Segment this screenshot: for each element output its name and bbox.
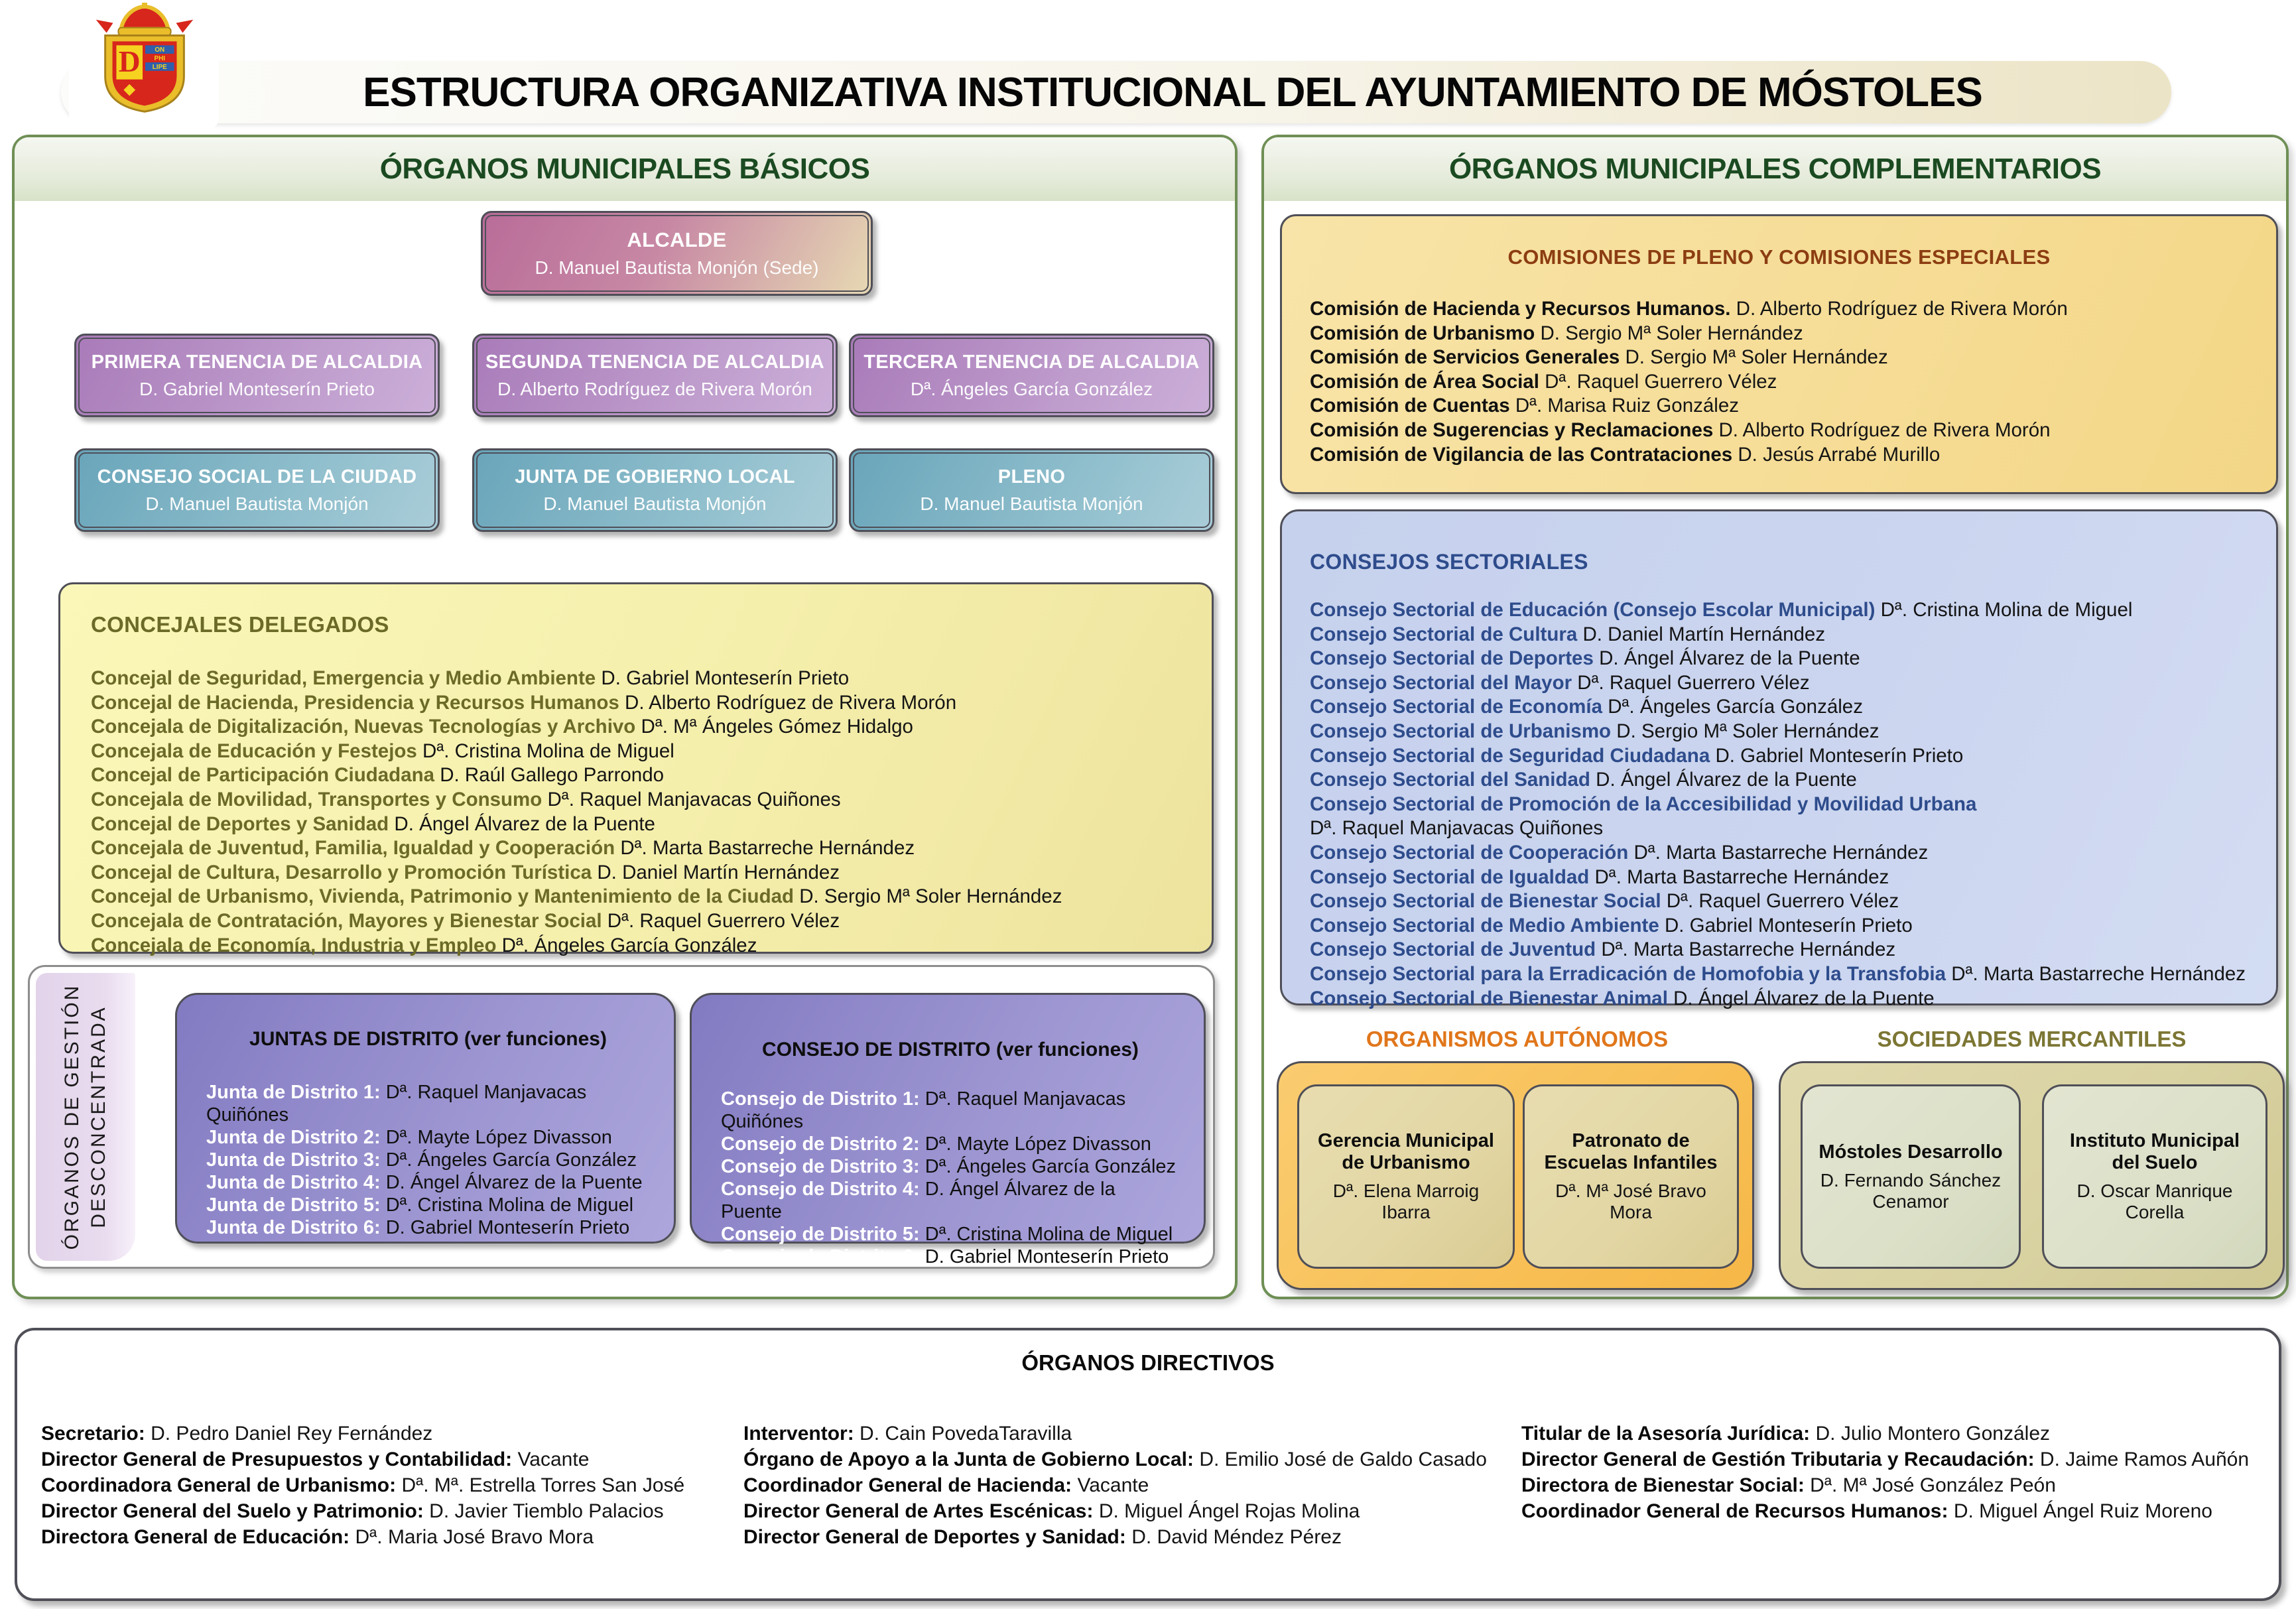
juntas-de-distrito-list: [206, 1081, 650, 1239]
consejo-sectorial-name: D. Ángel Álvarez de la Puente: [1596, 769, 1857, 791]
mostoles-coat-of-arms-icon: [78, 3, 211, 127]
organos-directivos-panel: [15, 1328, 2281, 1601]
comision-item: [1310, 322, 2248, 346]
consejo-sectorial-role: Consejo Sectorial de Economía: [1310, 696, 1602, 718]
organo-colegiado-name: D. Manuel Bautista Monjón: [145, 493, 369, 514]
consejo-distrito-label: Consejo de Distrito 1:: [721, 1088, 920, 1110]
directivo-item: [1521, 1498, 2296, 1524]
consejo-sectorial-item: [1310, 962, 2248, 987]
sociedad-title: Móstoles Desarrollo: [1818, 1141, 2003, 1163]
consejo-sectorial-item: [1310, 866, 2248, 890]
organismos-autonomos-header: ORGANISMOS AUTÓNOMOS: [1366, 1027, 1669, 1051]
directivo-label: Director General del Suelo y Patrimonio:: [41, 1500, 424, 1522]
consejo-distrito-name: D. Gabriel Monteserín Prieto: [925, 1246, 1169, 1267]
consejo-de-distrito-list: [721, 1088, 1180, 1268]
consejo-sectorial-name: Dª. Marta Bastarreche Hernández: [1951, 962, 2246, 985]
consejo-distrito-name: Dª. Ángeles García González: [925, 1156, 1177, 1177]
concejal-name: D. Ángel Álvarez de la Puente: [394, 812, 655, 835]
concejal-item: [91, 763, 1181, 788]
comisiones-box: [1280, 214, 2278, 494]
consejo-sectorial-name: Dª. Ángeles García González: [1608, 696, 1863, 718]
consejo-sectorial-role: Consejo Sectorial del Mayor: [1310, 671, 1572, 694]
directivo-name: D. Miguel Ángel Rojas Molina: [1098, 1500, 1360, 1522]
sociedad-mercantil-card: [1801, 1084, 2021, 1269]
comision-role: Comisión de Área Social: [1310, 370, 1539, 393]
directivo-label: Coordinadora General de Urbanismo:: [41, 1474, 397, 1496]
comision-name: Dª. Raquel Guerrero Vélez: [1545, 370, 1777, 393]
junta-distrito-label: Junta de Distrito 1:: [206, 1082, 381, 1103]
junta-distrito-label: Junta de Distrito 4:: [206, 1172, 381, 1193]
gestion-sidebar-line2: DESCONCENTRADA: [88, 1005, 109, 1228]
comision-role: Comisión de Vigilancia de las Contrataciones: [1310, 443, 1733, 466]
consejo-sectorial-name: Dª. Marta Bastarreche Hernández: [1601, 938, 1896, 961]
consejo-distrito-label: Consejo de Distrito 5:: [721, 1224, 920, 1245]
consejo-sectorial-item: [1310, 647, 2248, 671]
junta-distrito-label: Junta de Distrito 6:: [206, 1217, 381, 1238]
concejal-role: Concejala de Juventud, Familia, Igualdad y Cooperación: [91, 837, 615, 860]
organismo-name: Dª. Elena Marroig Ibarra: [1332, 1181, 1480, 1222]
concejal-item: [91, 909, 1181, 934]
consejo-sectorial-item: [1310, 695, 2248, 720]
junta-distrito-item: [206, 1149, 650, 1171]
title-bar: [61, 61, 2171, 123]
directivo-label: Directora de Bienestar Social:: [1521, 1474, 1805, 1496]
directivo-item: [743, 1498, 1513, 1524]
directivo-name: D. Cain PovedaTaravilla: [860, 1423, 1072, 1445]
consejo-distrito-item: [721, 1223, 1180, 1246]
consejo-sectorial-name: Dª. Marta Bastarreche Hernández: [1594, 866, 1889, 888]
organo-colegiado-title: PLENO: [997, 466, 1066, 487]
concejal-name: Dª. Mª Ángeles Gómez Hidalgo: [641, 716, 913, 738]
consejo-sectorial-role: Consejo Sectorial de Promoción de la Accesibilidad y Movilidad Urbana: [1310, 793, 1977, 815]
concejal-name: Dª. Cristina Molina de Miguel: [422, 740, 674, 762]
consejo-sectorial-role: Consejo Sectorial de Deportes: [1310, 647, 1594, 670]
directivo-item: [1521, 1421, 2296, 1447]
concejal-item: [91, 934, 1181, 958]
svg-text:LIPE: LIPE: [152, 63, 167, 71]
concejal-role: Concejal de Urbanismo, Vivienda, Patrimonio y Mantenimiento de la Ciudad: [91, 885, 795, 908]
organo-colegiado-box: [472, 448, 838, 532]
comision-role: Comisión de Servicios Generales: [1310, 346, 1620, 369]
consejo-sectorial-item: [1310, 889, 2248, 914]
consejo-sectorial-role: Consejo Sectorial del Sanidad: [1310, 769, 1590, 791]
consejo-distrito-name: Dª. Raquel Manjavacas Quiñónes: [721, 1088, 1126, 1132]
organo-colegiado-box: [849, 448, 1214, 532]
consejo-sectorial-name: D. Sergio Mª Soler Hernández: [1616, 720, 1880, 742]
comision-item: [1310, 418, 2248, 443]
consejo-sectorial-name: D. Daniel Martín Hernández: [1582, 623, 1826, 645]
comision-item: [1310, 370, 2248, 395]
junta-distrito-label: Junta de Distrito 2:: [206, 1127, 381, 1148]
concejal-item: [91, 812, 1181, 837]
sociedad-title: Instituto Municipal del Suelo: [2069, 1130, 2240, 1173]
sociedad-mercantil-card: [2042, 1084, 2267, 1269]
directivo-name: D. Julio Montero González: [1815, 1423, 2051, 1445]
junta-distrito-item: [206, 1171, 650, 1194]
directivo-name: Dª. Mª José González Peón: [1810, 1474, 2056, 1496]
concejal-role: Concejal de Seguridad, Emergencia y Medio Ambiente: [91, 667, 596, 689]
comisiones-header: COMISIONES DE PLENO Y COMISIONES ESPECIALES: [1507, 245, 2051, 269]
consejos-sectoriales-list: [1310, 598, 2248, 1011]
consejos-sectoriales-header: CONSEJOS SECTORIALES: [1310, 550, 1588, 574]
tenencia-name: Dª. Ángeles García González: [910, 378, 1153, 399]
alcalde-name: D. Manuel Bautista Monjón (Sede): [535, 257, 819, 278]
directivo-item: [41, 1472, 731, 1498]
organo-colegiado-name: D. Manuel Bautista Monjón: [920, 493, 1143, 514]
gestion-sidebar-line1: ÓRGANOS DE GESTIÓN: [61, 984, 83, 1250]
concejal-role: Concejal de Deportes y Sanidad: [91, 812, 389, 835]
tenencia-box: [849, 334, 1214, 417]
juntas-de-distrito-box: [175, 993, 676, 1244]
directivo-name: D. Jaime Ramos Auñón: [2039, 1448, 2250, 1470]
directivo-item: [41, 1498, 731, 1524]
directivo-name: D. Miguel Ángel Ruiz Moreno: [1953, 1500, 2212, 1522]
consejo-sectorial-item: [1310, 938, 2248, 962]
comision-item: [1310, 394, 2248, 418]
alcalde-box: [481, 211, 873, 296]
junta-distrito-name: D. Gabriel Monteserín Prieto: [385, 1217, 630, 1238]
page-title: ESTRUCTURA ORGANIZATIVA INSTITUCIONAL DEL AYUNTAMIENTO DE MÓSTOLES: [363, 69, 1982, 115]
tenencia-title: SEGUNDA TENENCIA DE ALCALDIA: [485, 351, 825, 373]
consejo-sectorial-name: Dª. Cristina Molina de Miguel: [1880, 599, 2133, 621]
concejal-item: [91, 667, 1181, 691]
juntas-de-distrito-title: JUNTAS DE DISTRITO (ver funciones): [249, 1028, 607, 1050]
concejal-name: Dª. Raquel Manjavacas Quiñones: [547, 788, 841, 810]
svg-text:ON: ON: [155, 46, 165, 54]
consejo-sectorial-role: Consejo Sectorial de Seguridad Ciudadana: [1310, 744, 1710, 767]
junta-distrito-name: Dª. Cristina Molina de Miguel: [385, 1194, 634, 1216]
concejal-role: Concejala de Economía, Industria y Empleo: [91, 934, 497, 956]
concejal-name: D. Alberto Rodríguez de Rivera Morón: [625, 691, 957, 714]
organo-colegiado-title: CONSEJO SOCIAL DE LA CIUDAD: [97, 466, 417, 487]
sociedad-name: D. Oscar Manrique Corella: [2076, 1181, 2233, 1222]
concejal-item: [91, 885, 1181, 909]
tenencia-title: PRIMERA TENENCIA DE ALCALDIA: [91, 351, 423, 373]
consejo-sectorial-name: D. Ángel Álvarez de la Puente: [1673, 987, 1935, 1009]
consejo-distrito-label: Consejo de Distrito 6:: [721, 1246, 920, 1267]
directivo-label: Órgano de Apoyo a la Junta de Gobierno Local:: [743, 1448, 1194, 1470]
comision-name: Dª. Marisa Ruiz González: [1515, 395, 1739, 417]
consejo-sectorial-item: [1310, 841, 2248, 866]
directivo-name: D. Pedro Daniel Rey Fernández: [151, 1423, 433, 1445]
tenencia-box: [74, 334, 440, 417]
comision-item: [1310, 346, 2248, 370]
junta-distrito-name: D. Ángel Álvarez de la Puente: [385, 1172, 643, 1193]
consejo-sectorial-item: [1310, 914, 2248, 938]
comision-role: Comisión de Urbanismo: [1310, 322, 1535, 344]
consejo-distrito-item: [721, 1133, 1180, 1155]
organo-colegiado-box: [74, 448, 440, 532]
organismo-title: Patronato de Escuelas Infantiles: [1544, 1130, 1718, 1173]
consejo-sectorial-item: [1310, 720, 2248, 744]
directivo-label: Director General de Deportes y Sanidad:: [743, 1526, 1126, 1548]
directivo-item: [743, 1472, 1513, 1498]
concejal-item: [91, 788, 1181, 812]
directivo-label: Director General de Artes Escénicas:: [743, 1500, 1094, 1522]
consejo-sectorial-item: [1310, 744, 2248, 769]
concejal-role: Concejala de Educación y Festejos: [91, 740, 417, 762]
gestion-sidebar-strip: [36, 973, 135, 1261]
comision-role: Comisión de Cuentas: [1310, 395, 1510, 417]
tenencia-title: TERCERA TENENCIA DE ALCALDIA: [863, 351, 1200, 373]
junta-distrito-name: Dª. Mayte López Divasson: [385, 1127, 612, 1148]
concejal-item: [91, 740, 1181, 764]
concejal-name: Dª. Ángeles García González: [501, 934, 757, 956]
consejo-de-distrito-box: [690, 993, 1206, 1267]
tenencia-box: [472, 334, 838, 417]
left-panel-header: [15, 137, 1235, 201]
organos-directivos-header: ÓRGANOS DIRECTIVOS: [1021, 1350, 1275, 1375]
organo-colegiado-name: D. Manuel Bautista Monjón: [543, 493, 767, 514]
junta-distrito-label: Junta de Distrito 5:: [206, 1194, 381, 1216]
consejo-sectorial-name: D. Ángel Álvarez de la Puente: [1599, 647, 1860, 670]
directivo-label: Director General de Presupuestos y Contabilidad:: [41, 1448, 513, 1470]
consejo-sectorial-role: Consejo Sectorial de Bienestar Social: [1310, 890, 1661, 913]
concejal-role: Concejala de Digitalización, Nuevas Tecnologías y Archivo: [91, 716, 636, 738]
comision-item: [1310, 297, 2248, 322]
gestion-sidebar-label: [59, 961, 112, 1273]
directivo-label: Directora General de Educación:: [41, 1526, 350, 1548]
tenencia-name: D. Alberto Rodríguez de Rivera Morón: [497, 378, 812, 399]
comision-role: Comisión de Sugerencias y Reclamaciones: [1310, 418, 1714, 441]
consejo-distrito-name: Dª. Cristina Molina de Miguel: [925, 1224, 1173, 1245]
junta-distrito-item: [206, 1081, 650, 1126]
organismo-name: Dª. Mª José Bravo Mora: [1555, 1181, 1706, 1222]
concejal-name: Dª. Raquel Guerrero Vélez: [607, 909, 840, 932]
right-panel-header: [1264, 137, 2286, 201]
junta-distrito-label: Junta de Distrito 3:: [206, 1149, 381, 1171]
directivo-label: Director General de Gestión Tributaria y Recaudación:: [1521, 1448, 2035, 1470]
concejal-name: D. Daniel Martín Hernández: [597, 861, 840, 883]
concejal-role: Concejal de Hacienda, Presidencia y Recursos Humanos: [91, 691, 619, 714]
directivo-name: Dª. Mª. Estrella Torres San José: [401, 1474, 685, 1496]
consejo-distrito-name: Dª. Mayte López Divasson: [925, 1133, 1151, 1155]
comision-name: D. Sergio Mª Soler Hernández: [1540, 322, 1803, 344]
consejo-distrito-item: [721, 1178, 1180, 1223]
consejo-sectorial-role: Consejo Sectorial de Medio Ambiente: [1310, 914, 1659, 936]
directivo-name: D. David Méndez Pérez: [1131, 1526, 1342, 1548]
consejo-sectorial-item: [1310, 598, 2248, 623]
consejo-sectorial-name: D. Gabriel Monteserín Prieto: [1664, 914, 1913, 936]
consejo-sectorial-item: [1310, 671, 2248, 696]
consejo-sectorial-name: D. Gabriel Monteserín Prieto: [1715, 744, 1964, 767]
consejo-sectorial-name: Dª. Raquel Guerrero Vélez: [1577, 671, 1810, 694]
junta-distrito-item: [206, 1216, 650, 1239]
directivo-name: Vacante: [517, 1448, 590, 1470]
sociedades-mercantiles-header: SOCIEDADES MERCANTILES: [1877, 1027, 2187, 1051]
consejo-sectorial-role: Consejo Sectorial de Cultura: [1310, 623, 1578, 645]
concejal-role: Concejala de Contratación, Mayores y Bienestar Social: [91, 909, 602, 932]
svg-text:D: D: [118, 44, 141, 78]
directivo-item: [743, 1447, 1513, 1472]
consejo-sectorial-role: Consejo Sectorial de Urbanismo: [1310, 720, 1612, 742]
right-panel-title: ÓRGANOS MUNICIPALES COMPLEMENTARIOS: [1448, 153, 2102, 185]
svg-text:PHI: PHI: [154, 55, 165, 63]
directivo-label: Coordinador General de Hacienda:: [743, 1474, 1072, 1496]
organismo-title: Gerencia Municipal de Urbanismo: [1318, 1130, 1494, 1173]
concejal-role: Concejala de Movilidad, Transportes y Consumo: [91, 788, 542, 810]
directivos-column-3: [1521, 1421, 2296, 1524]
concejal-item: [91, 836, 1181, 861]
comision-name: D. Alberto Rodríguez de Rivera Morón: [1718, 418, 2051, 441]
consejo-sectorial-name: Dª. Marta Bastarreche Hernández: [1633, 841, 1929, 864]
consejo-sectorial-item: [1310, 987, 2248, 1011]
comision-role: Comisión de Hacienda y Recursos Humanos.: [1310, 298, 1731, 320]
directivo-label: Secretario:: [41, 1423, 145, 1445]
organo-colegiado-title: JUNTA DE GOBIERNO LOCAL: [515, 466, 795, 487]
alcalde-title: ALCALDE: [627, 228, 727, 251]
sociedades-mercantiles-box: [1779, 1061, 2285, 1290]
directivo-item: [743, 1524, 1513, 1550]
junta-distrito-name: Dª. Raquel Manjavacas Quiñónes: [206, 1082, 587, 1126]
junta-distrito-item: [206, 1126, 650, 1149]
consejos-sectoriales-box: [1280, 509, 2278, 1009]
junta-distrito-name: Dª. Ángeles García González: [385, 1149, 637, 1171]
concejal-item: [91, 691, 1181, 716]
consejo-sectorial-role: Consejo Sectorial de Cooperación: [1310, 841, 1629, 864]
organismo-autonomo-card: [1523, 1084, 1739, 1269]
left-panel-title: ÓRGANOS MUNICIPALES BÁSICOS: [379, 153, 870, 185]
directivos-column-2: [743, 1421, 1513, 1550]
directivo-item: [743, 1421, 1513, 1447]
concejal-role: Concejal de Cultura, Desarrollo y Promoción Turística: [91, 861, 592, 883]
comision-name: D. Alberto Rodríguez de Rivera Morón: [1736, 298, 2068, 320]
consejo-sectorial-role: Consejo Sectorial de Educación (Consejo Escolar Municipal): [1310, 599, 1876, 621]
consejo-sectorial-item: [1310, 623, 2248, 647]
directivo-label: Titular de la Asesoría Jurídica:: [1521, 1423, 1811, 1445]
organismos-autonomos-box: [1277, 1061, 1754, 1290]
directivo-label: Coordinador General de Recursos Humanos:: [1521, 1500, 1948, 1522]
comision-item: [1310, 443, 2248, 468]
consejo-distrito-label: Consejo de Distrito 3:: [721, 1156, 920, 1177]
concejal-item: [91, 715, 1181, 740]
concejal-name: Dª. Marta Bastarreche Hernández: [620, 837, 915, 860]
consejo-distrito-name: D. Ángel Álvarez de la Puente: [721, 1179, 1116, 1222]
consejo-sectorial-item: [1310, 768, 2248, 793]
concejales-delegados-header: CONCEJALES DELEGADOS: [91, 612, 389, 637]
consejo-distrito-label: Consejo de Distrito 4:: [721, 1179, 920, 1200]
concejal-name: D. Sergio Mª Soler Hernández: [799, 885, 1062, 908]
comision-name: D. Jesús Arrabé Murillo: [1738, 443, 1941, 466]
consejo-de-distrito-title: CONSEJO DE DISTRITO (ver funciones): [762, 1039, 1139, 1061]
directivo-item: [41, 1524, 731, 1550]
directivo-label: Interventor:: [743, 1423, 854, 1445]
directivo-item: [1521, 1472, 2296, 1498]
comision-name: D. Sergio Mª Soler Hernández: [1625, 346, 1888, 369]
concejal-name: D. Raúl Gallego Parrondo: [440, 764, 665, 787]
consejo-sectorial-name: Dª. Raquel Manjavacas Quiñones: [1310, 817, 1604, 840]
directivo-name: Dª. Maria José Bravo Mora: [355, 1526, 594, 1548]
concejal-name: D. Gabriel Monteserín Prieto: [601, 667, 850, 689]
organismo-autonomo-card: [1297, 1084, 1515, 1269]
consejo-sectorial-role: Consejo Sectorial de Bienestar Animal: [1310, 987, 1668, 1009]
directivos-column-1: [41, 1421, 731, 1550]
junta-distrito-item: [206, 1194, 650, 1216]
consejo-sectorial-item: [1310, 793, 2248, 841]
directivo-name: Vacante: [1077, 1474, 1149, 1496]
consejo-sectorial-name: Dª. Raquel Guerrero Vélez: [1666, 890, 1899, 913]
directivo-item: [41, 1447, 731, 1472]
consejo-sectorial-role: Consejo Sectorial de Igualdad: [1310, 866, 1590, 888]
sociedad-name: D. Fernando Sánchez Cenamor: [1820, 1169, 2002, 1212]
concejal-item: [91, 861, 1181, 885]
directivo-name: D. Emilio José de Galdo Casado: [1199, 1448, 1487, 1470]
directivo-item: [41, 1421, 731, 1447]
consejo-sectorial-role: Consejo Sectorial para la Erradicación de Homofobia y la Transfobia: [1310, 962, 1946, 985]
concejales-delegados-list: [91, 667, 1181, 958]
consejo-distrito-label: Consejo de Distrito 2:: [721, 1133, 920, 1155]
concejal-role: Concejal de Participación Ciudadana: [91, 764, 435, 787]
directivo-name: D. Javier Tiemblo Palacios: [429, 1500, 664, 1522]
consejo-distrito-item: [721, 1246, 1180, 1268]
consejo-sectorial-role: Consejo Sectorial de Juventud: [1310, 938, 1596, 961]
consejo-distrito-item: [721, 1088, 1180, 1133]
directivo-item: [1521, 1447, 2296, 1472]
comisiones-list: [1310, 297, 2248, 467]
concejales-delegados-box: [58, 582, 1214, 954]
consejo-distrito-item: [721, 1155, 1180, 1178]
tenencia-name: D. Gabriel Monteserín Prieto: [139, 378, 375, 399]
